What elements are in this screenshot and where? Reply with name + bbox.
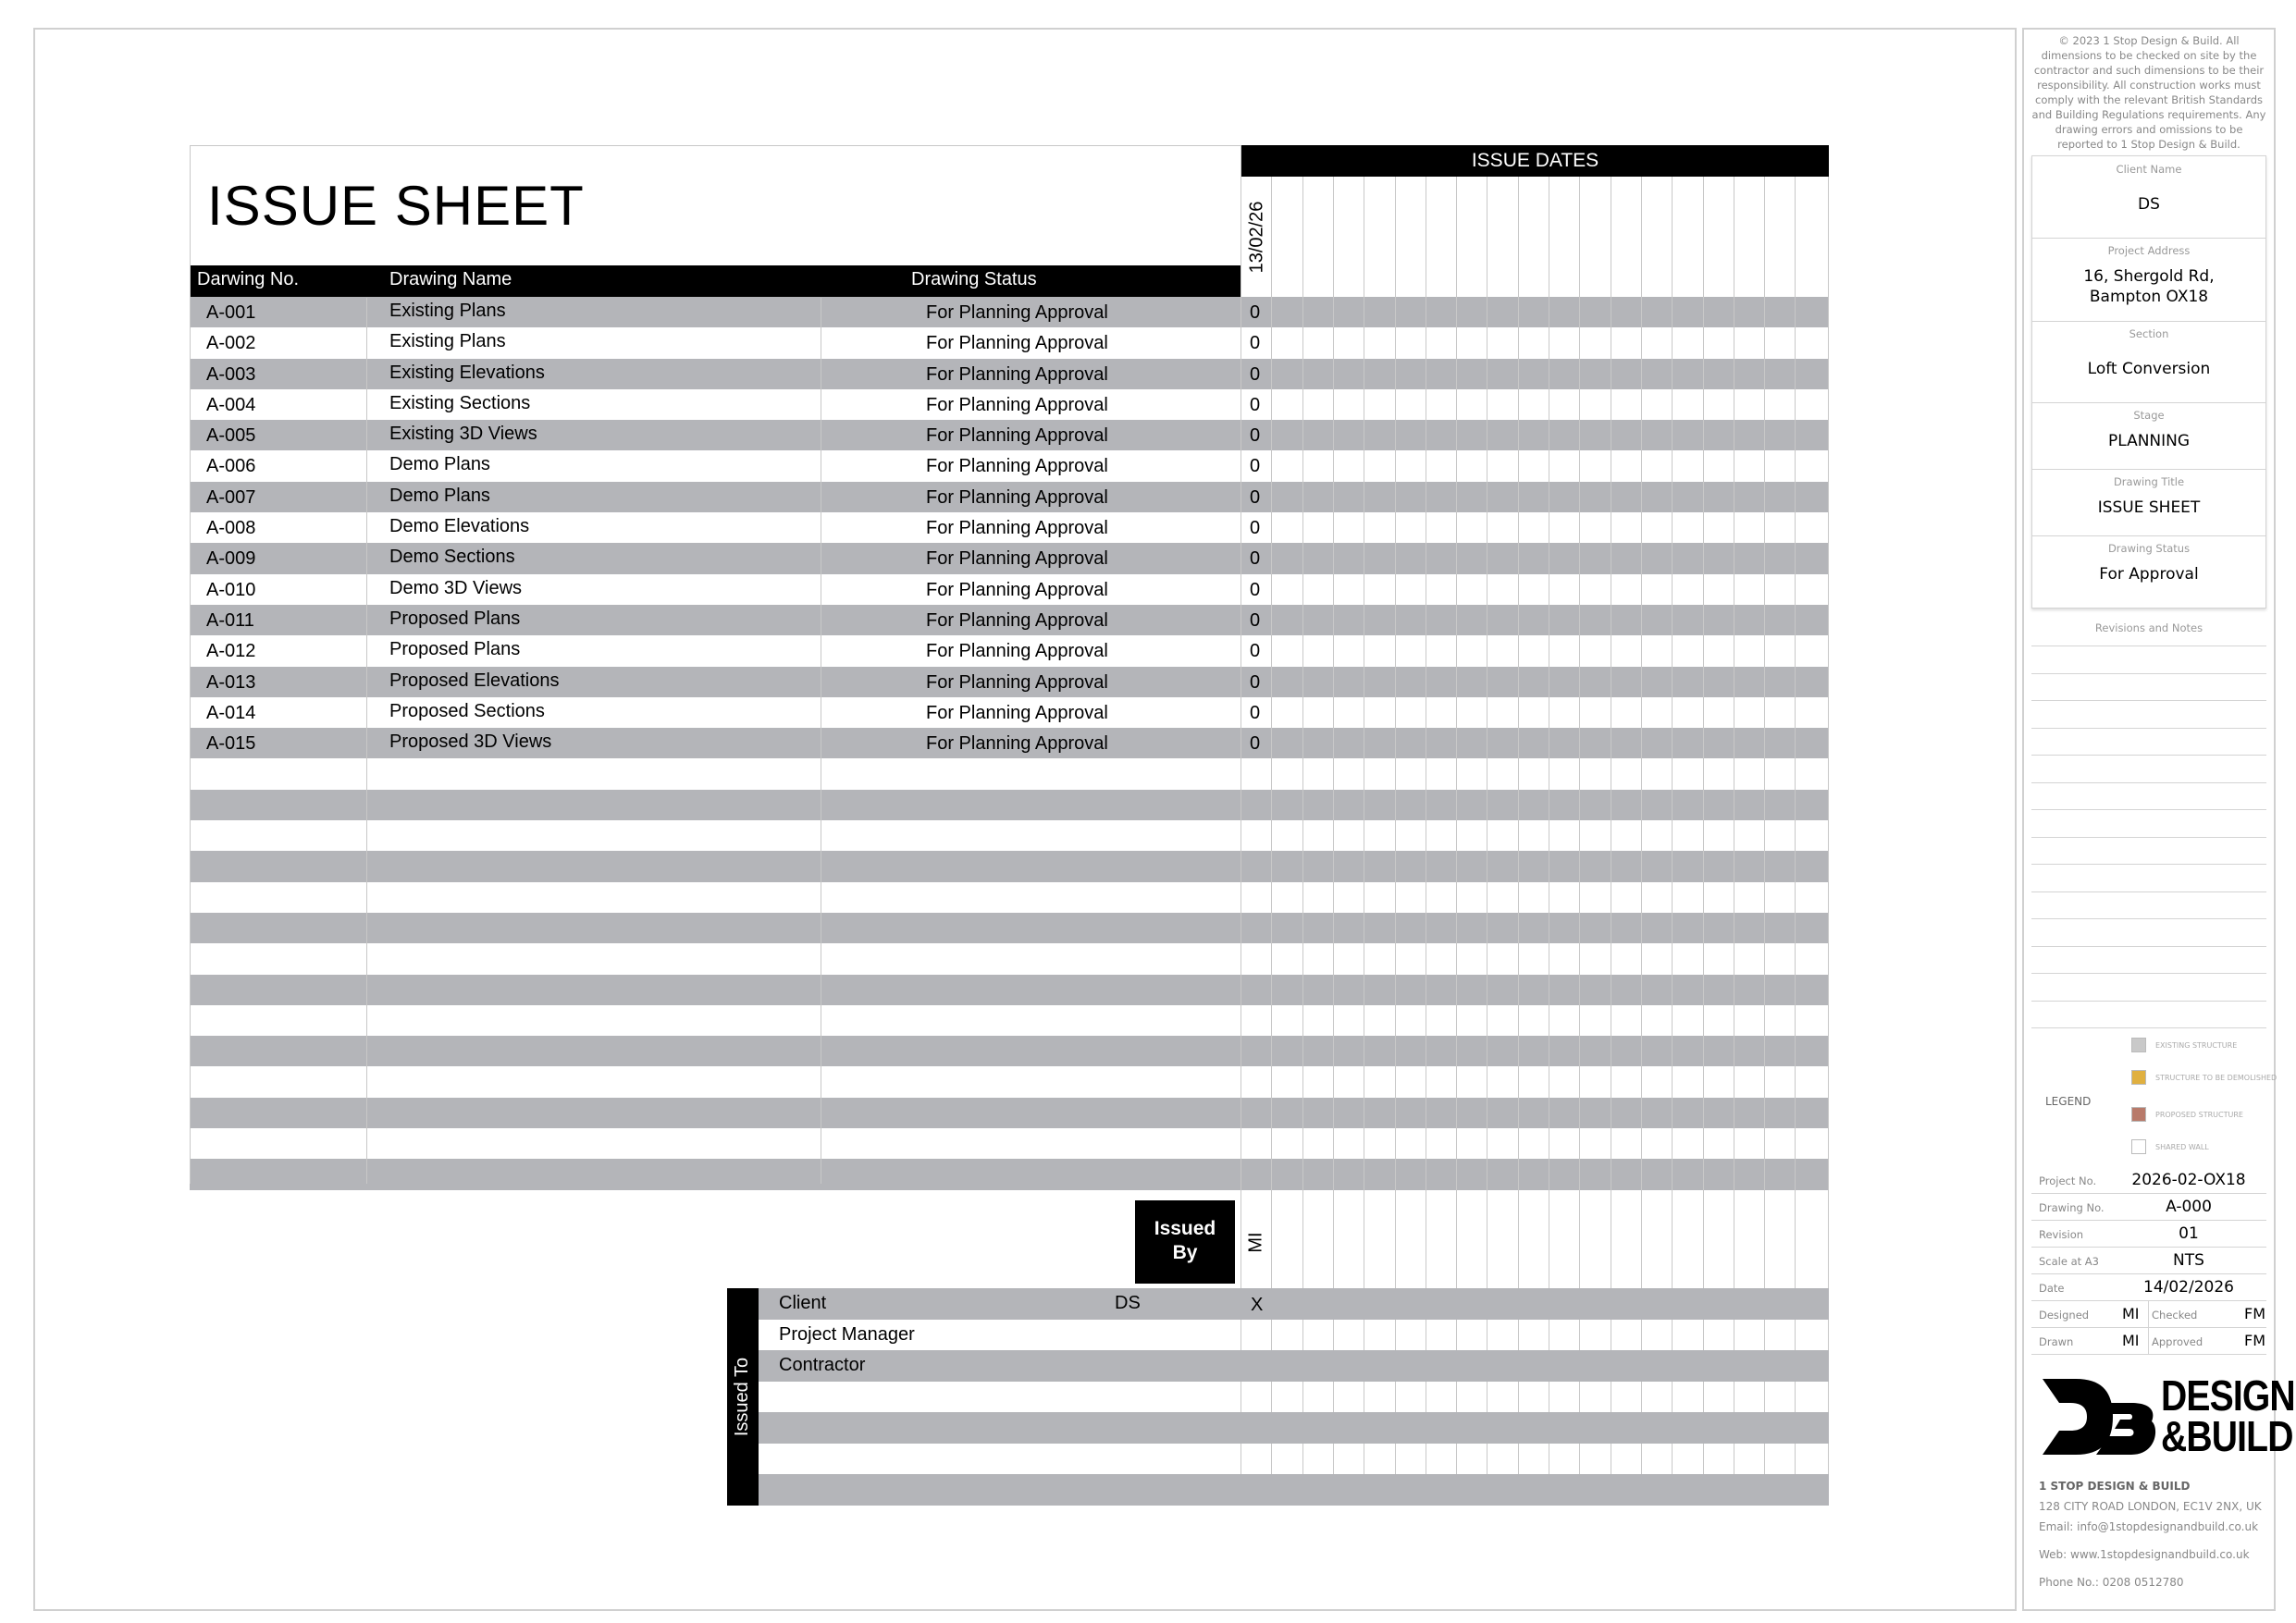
drawing-name: Demo Sections xyxy=(389,547,515,568)
date-row: Date 14/02/2026 xyxy=(2031,1274,2266,1301)
drawing-number: A-002 xyxy=(206,333,256,354)
col-header-name: Drawing Name xyxy=(389,269,512,289)
designed-checked-row: Designed MI Checked FM xyxy=(2031,1301,2266,1328)
table-row xyxy=(190,605,1829,635)
drawing-status: For Planning Approval xyxy=(926,641,1108,662)
drawing-status: For Planning Approval xyxy=(926,302,1108,323)
drawing-title-field: Drawing Title ISSUE SHEET xyxy=(2031,470,2266,536)
drawing-revision: 0 xyxy=(1250,333,1261,354)
revision-line xyxy=(2031,946,2266,947)
table-row xyxy=(190,697,1829,728)
company-name: 1 STOP DESIGN & BUILD xyxy=(2039,1480,2191,1493)
table-row xyxy=(190,913,1829,943)
table-row xyxy=(190,758,1829,789)
drawing-revision: 0 xyxy=(1250,518,1261,539)
issue-dates-area xyxy=(1241,177,1829,297)
drawing-number: A-007 xyxy=(206,486,256,508)
drawing-number: A-013 xyxy=(206,671,256,693)
table-row xyxy=(190,482,1829,512)
distribution-row xyxy=(759,1412,1829,1444)
company-email: Email: info@1stopdesignandbuild.co.uk xyxy=(2039,1520,2259,1533)
legend-text: SHARED WALL xyxy=(2155,1143,2209,1151)
revision-line xyxy=(2031,809,2266,810)
drawing-status: For Planning Approval xyxy=(926,733,1108,755)
drawing-number: A-012 xyxy=(206,641,256,662)
legend-swatch xyxy=(2131,1038,2146,1052)
issue-date-label: 13/02/26 xyxy=(1246,201,1267,273)
drawing-status: For Planning Approval xyxy=(926,609,1108,631)
client-name-field: Client Name DS xyxy=(2031,157,2266,239)
drawing-status: For Planning Approval xyxy=(926,486,1108,508)
table-row xyxy=(190,543,1829,573)
table-row xyxy=(190,820,1829,851)
revision-line xyxy=(2031,700,2266,701)
table-row xyxy=(190,851,1829,881)
table-row xyxy=(190,943,1829,974)
drawing-status: For Planning Approval xyxy=(926,333,1108,354)
table-row xyxy=(190,450,1829,481)
recipient-name: Project Manager xyxy=(779,1323,915,1345)
drawing-status: For Planning Approval xyxy=(926,702,1108,723)
drawing-revision: 0 xyxy=(1250,302,1261,323)
drawing-number: A-009 xyxy=(206,548,256,570)
company-phone: Phone No.: 0208 0512780 xyxy=(2039,1576,2184,1589)
revision-line xyxy=(2031,973,2266,974)
drawing-number: A-015 xyxy=(206,733,256,755)
distribution-row xyxy=(759,1320,1829,1351)
drawing-name: Demo 3D Views xyxy=(389,577,523,598)
table-row xyxy=(190,327,1829,358)
issued-by-label: Issued By xyxy=(1135,1200,1235,1284)
revision-line xyxy=(2031,728,2266,729)
revisions-header: Revisions and Notes xyxy=(2094,621,2203,634)
drawing-name: Proposed 3D Views xyxy=(389,732,552,753)
drawing-status: For Planning Approval xyxy=(926,548,1108,570)
issued-to-label: Issued To xyxy=(727,1288,759,1506)
recipient-mark: X xyxy=(1251,1295,1264,1315)
drawing-status-field: Drawing Status For Approval xyxy=(2099,542,2199,584)
table-row xyxy=(190,667,1829,697)
project-address-field: Project Address 16, Shergold Rd, Bampton OX18 xyxy=(2031,239,2266,322)
revision-line xyxy=(2031,891,2266,892)
table-row xyxy=(190,574,1829,605)
drawing-name: Existing Plans xyxy=(389,301,506,321)
col-header-number: Darwing No. xyxy=(197,269,300,289)
drawing-name: Demo Elevations xyxy=(389,516,530,537)
legend-text: EXISTING STRUCTURE xyxy=(2155,1041,2238,1050)
revision-row: Revision 01 xyxy=(2031,1221,2266,1248)
legend-text: STRUCTURE TO BE DEMOLISHED xyxy=(2155,1074,2277,1082)
drawing-name: Existing Sections xyxy=(389,392,531,413)
revision-line xyxy=(2031,782,2266,783)
distribution-row xyxy=(759,1444,1829,1475)
drawing-name: Existing Elevations xyxy=(389,362,545,383)
table-row xyxy=(190,1159,1829,1189)
drawing-number: A-001 xyxy=(206,302,256,323)
revision-line xyxy=(2031,1027,2266,1028)
stage-field: Stage PLANNING xyxy=(2031,403,2266,470)
revision-line xyxy=(2031,837,2266,838)
table-row xyxy=(190,359,1829,389)
table-row xyxy=(190,512,1829,543)
distribution-row xyxy=(759,1474,1829,1506)
drawing-revision: 0 xyxy=(1250,394,1261,415)
column-header-row xyxy=(190,265,1241,297)
recipient-value: DS xyxy=(1115,1293,1141,1313)
table-row xyxy=(190,975,1829,1005)
logo-text: DESIGN &BUILD xyxy=(2161,1371,2295,1460)
copyright-notice: © 2023 1 Stop Design & Build. All dimensions to be checked on site by the contractor and such dimensions to be their responsibility. All construction works must comply with the relevant British Standards and Building Regulations requirements. Any drawing errors and omissions to be reported to 1 Stop Design & Build. xyxy=(2031,34,2266,151)
table-row xyxy=(190,790,1829,820)
distribution-row xyxy=(759,1288,1829,1320)
drawing-status: For Planning Approval xyxy=(926,363,1108,385)
table-row xyxy=(190,1036,1829,1066)
drawing-revision: 0 xyxy=(1250,641,1261,662)
drawing-name: Proposed Plans xyxy=(389,639,521,660)
drawing-no-row: Drawing No. A-000 xyxy=(2031,1194,2266,1221)
drawing-name: Existing 3D Views xyxy=(389,424,537,445)
table-row xyxy=(190,420,1829,450)
distribution-rows xyxy=(759,1288,1829,1506)
drawing-number: A-008 xyxy=(206,518,256,539)
table-row xyxy=(190,297,1829,327)
issued-by-value: MI xyxy=(1245,1231,1266,1253)
table-row xyxy=(190,1128,1829,1159)
table-row xyxy=(190,1098,1829,1128)
recipient-name: Client xyxy=(779,1293,827,1313)
drawing-revision: 0 xyxy=(1250,486,1261,508)
db-logo-mark xyxy=(2039,1375,2159,1463)
revision-line xyxy=(2031,1001,2266,1002)
drawing-revision: 0 xyxy=(1250,456,1261,477)
drawn-approved-row: Drawn MI Approved FM xyxy=(2031,1328,2266,1355)
section-field: Section Loft Conversion xyxy=(2031,322,2266,403)
legend-swatch xyxy=(2131,1139,2146,1154)
title-box xyxy=(190,145,1241,265)
table-row xyxy=(190,1005,1829,1036)
distribution-row xyxy=(759,1350,1829,1382)
revision-line xyxy=(2031,673,2266,674)
legend-text: PROPOSED STRUCTURE xyxy=(2155,1111,2243,1119)
drawing-revision: 0 xyxy=(1250,671,1261,693)
project-no-row: Project No. 2026-02-OX18 xyxy=(2031,1167,2266,1194)
drawing-name: Proposed Elevations xyxy=(389,670,560,691)
drawing-name: Demo Plans xyxy=(389,454,490,475)
drawing-number: A-006 xyxy=(206,456,256,477)
drawing-status: For Planning Approval xyxy=(926,518,1108,539)
drawing-status: For Planning Approval xyxy=(926,671,1108,693)
col-header-status: Drawing Status xyxy=(911,269,1037,289)
company-web: Web: www.1stopdesignandbuild.co.uk xyxy=(2039,1548,2250,1561)
legend-swatch xyxy=(2131,1070,2146,1085)
table-row xyxy=(190,1066,1829,1097)
revision-line xyxy=(2031,918,2266,919)
drawing-revision: 0 xyxy=(1250,733,1261,755)
revision-line xyxy=(2031,755,2266,756)
legend-swatch xyxy=(2131,1107,2146,1122)
drawing-status: For Planning Approval xyxy=(926,456,1108,477)
table-row xyxy=(190,728,1829,758)
recipient-name: Contractor xyxy=(779,1355,866,1375)
drawing-name: Proposed Plans xyxy=(389,608,521,629)
page-title: ISSUE SHEET xyxy=(207,175,585,237)
drawing-number: A-004 xyxy=(206,394,256,415)
drawing-number: A-003 xyxy=(206,363,256,385)
drawing-name: Proposed Sections xyxy=(389,700,545,721)
drawing-rows xyxy=(190,297,1829,1190)
drawing-number: A-005 xyxy=(206,425,256,447)
drawing-revision: 0 xyxy=(1250,548,1261,570)
drawing-number: A-014 xyxy=(206,702,256,723)
drawing-revision: 0 xyxy=(1250,609,1261,631)
drawing-revision: 0 xyxy=(1250,363,1261,385)
company-address: 128 CITY ROAD LONDON, EC1V 2NX, UK xyxy=(2039,1500,2262,1513)
table-row xyxy=(190,882,1829,913)
legend-label: LEGEND xyxy=(2045,1095,2092,1108)
drawing-name: Existing Plans xyxy=(389,331,506,352)
drawing-revision: 0 xyxy=(1250,579,1261,600)
drawing-number: A-010 xyxy=(206,579,256,600)
drawing-status: For Planning Approval xyxy=(926,579,1108,600)
revision-line xyxy=(2031,864,2266,865)
drawing-number: A-011 xyxy=(206,609,254,631)
scale-row: Scale at A3 NTS xyxy=(2031,1248,2266,1274)
distribution-row xyxy=(759,1382,1829,1413)
drawing-status: For Planning Approval xyxy=(926,425,1108,447)
table-row xyxy=(190,635,1829,666)
issue-dates-header: ISSUE DATES xyxy=(1241,145,1829,177)
drawing-revision: 0 xyxy=(1250,702,1261,723)
drawing-status: For Planning Approval xyxy=(926,394,1108,415)
company-logo xyxy=(2031,1371,2295,1468)
drawing-revision: 0 xyxy=(1250,425,1261,447)
table-row xyxy=(190,389,1829,420)
drawing-name: Demo Plans xyxy=(389,485,490,506)
